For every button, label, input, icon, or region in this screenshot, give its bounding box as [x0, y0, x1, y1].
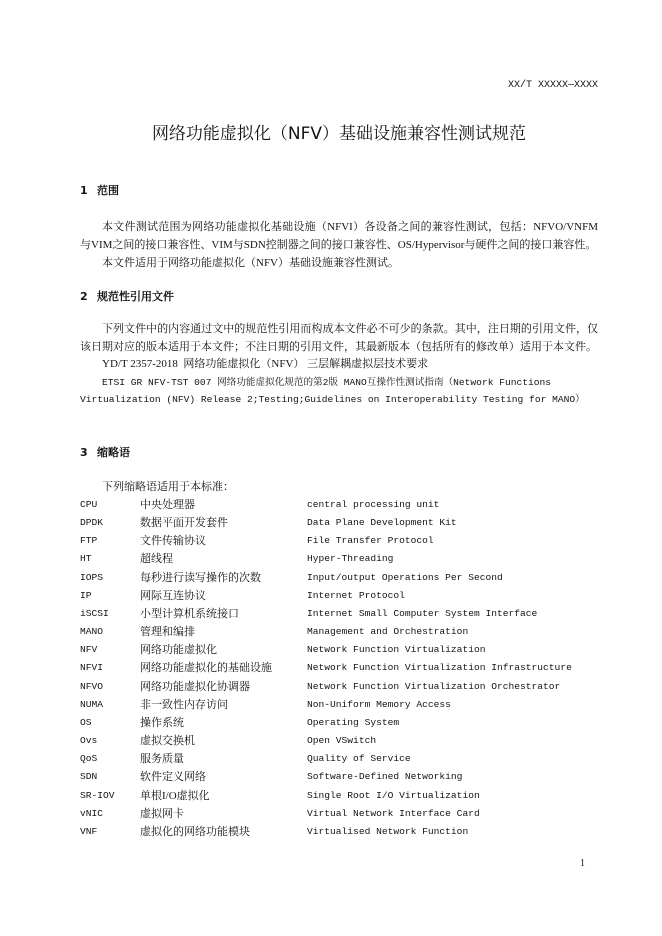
section-body-scope: [80, 218, 598, 272]
section-title: 缩略语: [97, 446, 130, 459]
abbreviation-row: [80, 805, 598, 823]
abbreviation-chinese: 网络功能虚拟化的基础设施: [140, 662, 272, 675]
abbreviation-code: Ovs: [80, 735, 98, 747]
abbreviation-code: VNF: [80, 825, 98, 837]
abbreviation-code: iSCSI: [80, 607, 109, 619]
abbreviation-english: Software-Defined Networking: [307, 771, 463, 783]
abbreviation-english: Virtualised Network Function: [307, 825, 469, 837]
abbreviation-code: FTP: [80, 535, 98, 547]
paragraph: 本文件适用于网络功能虚拟化（NFV）基础设施兼容性测试。: [102, 257, 400, 269]
abbreviation-code: OS: [80, 716, 92, 728]
abbreviation-row: [80, 587, 598, 605]
abbreviation-english: Network Function Virtualization Orchestrator: [307, 680, 561, 692]
abbreviation-chinese: 网络功能虚拟化: [140, 644, 217, 657]
abbreviation-english: central processing unit: [307, 499, 440, 510]
section-heading-scope: [80, 182, 119, 200]
section-number: 1: [80, 184, 88, 197]
abbreviation-row: [80, 768, 598, 786]
abbreviation-row: [80, 641, 598, 659]
abbreviation-row: [80, 750, 598, 768]
abbreviation-code: NFV: [80, 644, 98, 656]
abbreviation-chinese: 数据平面开发套件: [140, 517, 228, 530]
abbreviation-code: NFVI: [80, 662, 104, 674]
abbreviation-row: [80, 605, 598, 623]
reference-item: ETSI GR NFV-TST 007 网络功能虚拟化规范的第2版 MANO互操作性测试指南（Network Functions Virtualization (NFV) Release 2;Testing;Guidelines on Interoperability Testing for MANO）: [80, 376, 585, 406]
section-heading-abbreviations: [80, 444, 130, 462]
abbreviation-english: Virtual Network Interface Card: [307, 807, 480, 819]
abbreviation-row: [80, 787, 598, 805]
abbreviation-chinese: 文件传输协议: [140, 535, 206, 548]
abbreviation-chinese: 每秒进行读写操作的次数: [140, 571, 261, 584]
section-number: 2: [80, 290, 88, 303]
abbreviation-chinese: 非一致性内存访问: [140, 698, 228, 711]
abbreviation-code: SDN: [80, 771, 98, 783]
paragraph: 下列文件中的内容通过文中的规范性引用而构成本文件必不可少的条款。其中，注日期的引用文件，仅该日期对应的版本适用于本文件；不注日期的引用文件，其最新版本（包括所有的修改单）适用于本文件。: [80, 323, 598, 353]
abbreviation-code: HT: [80, 553, 92, 565]
abbreviation-english: Internet Protocol: [307, 589, 405, 601]
abbreviation-english: Single Root I/O Virtualization: [307, 789, 480, 801]
abbreviation-chinese: 中央处理器: [140, 499, 195, 511]
document-title: 网络功能虚拟化（NFV）基础设施兼容性测试规范: [151, 124, 527, 144]
abbreviation-row: [80, 550, 598, 568]
section-title: 范围: [97, 184, 119, 197]
abbreviation-english: Open VSwitch: [307, 735, 377, 747]
abbreviation-code: NFVO: [80, 680, 104, 692]
abbreviation-row: [80, 678, 598, 696]
abbreviation-english: Input/output Operations Per Second: [307, 571, 503, 583]
abbreviation-chinese: 软件定义网络: [140, 771, 206, 784]
abbreviation-row: [80, 623, 598, 641]
abbreviation-chinese: 管理和编排: [140, 626, 195, 639]
abbreviation-row: [80, 569, 598, 587]
abbreviation-code: IOPS: [80, 571, 104, 583]
abbreviation-chinese: 小型计算机系统接口: [140, 607, 239, 620]
abbreviation-code: CPU: [80, 499, 98, 510]
abbreviation-chinese: 操作系统: [140, 716, 184, 729]
abbreviations-intro: 下列缩略语适用于本标准：: [102, 481, 234, 493]
abbreviation-english: Management and Orchestration: [307, 626, 469, 638]
section-title: 规范性引用文件: [97, 290, 174, 303]
abbreviation-english: File Transfer Protocol: [307, 535, 434, 547]
abbreviation-row: [80, 532, 598, 550]
abbreviation-english: Operating System: [307, 716, 400, 728]
abbreviation-row: [80, 496, 598, 514]
abbreviation-chinese: 虚拟化的网络功能模块: [140, 825, 250, 838]
abbreviation-code: NUMA: [80, 698, 104, 710]
section-number: 3: [80, 446, 88, 459]
abbreviation-code: IP: [80, 589, 92, 601]
section-body-normative-references: [80, 321, 598, 409]
abbreviation-chinese: 虚拟网卡: [140, 807, 184, 820]
abbreviation-english: Quality of Service: [307, 753, 411, 765]
abbreviation-code: vNIC: [80, 807, 104, 819]
abbreviation-chinese: 虚拟交换机: [140, 735, 195, 748]
abbreviation-english: Network Function Virtualization: [307, 644, 486, 656]
document-number: XX/T XXXXX—XXXX: [507, 80, 598, 91]
abbreviation-code: DPDK: [80, 517, 104, 529]
abbreviation-english: Hyper-Threading: [307, 553, 394, 565]
abbreviation-code: SR-IOV: [80, 789, 115, 801]
abbreviation-english: Non-Uniform Memory Access: [307, 698, 451, 710]
abbreviation-code: QoS: [80, 753, 98, 765]
abbreviation-code: MANO: [80, 626, 104, 638]
abbreviation-chinese: 网络功能虚拟化协调器: [140, 680, 250, 693]
abbreviation-row: [80, 732, 598, 750]
section-heading-normative-references: [80, 288, 174, 306]
abbreviation-chinese: 单根I/O虚拟化: [140, 789, 210, 802]
reference-item: YD/T 2357-2018 网络功能虚拟化（NFV） 三层解耦虚拟层技术要求: [102, 358, 429, 371]
abbreviation-chinese: 超线程: [140, 553, 173, 566]
abbreviation-row: [80, 714, 598, 732]
paragraph: 本文件测试范围为网络功能虚拟化基础设施（NFVI）各设备之间的兼容性测试，包括：NFVO/VNFM与VIM之间的接口兼容性、VIM与SDN控制器之间的接口兼容性、OS/Hypervisor与硬件之间的接口兼容性。: [80, 221, 598, 251]
abbreviation-chinese: 服务质量: [140, 753, 184, 766]
abbreviation-chinese: 网际互连协议: [140, 589, 206, 602]
abbreviation-row: [80, 696, 598, 714]
abbreviation-row: [80, 659, 598, 677]
abbreviation-english: Network Function Virtualization Infrastructure: [307, 662, 572, 674]
abbreviation-english: Data Plane Development Kit: [307, 517, 457, 529]
abbreviation-row: [80, 823, 598, 841]
page-number: 1: [580, 858, 585, 869]
abbreviation-english: Internet Small Computer System Interface: [307, 607, 538, 619]
abbreviation-row: [80, 514, 598, 532]
abbreviation-list: [80, 496, 598, 841]
